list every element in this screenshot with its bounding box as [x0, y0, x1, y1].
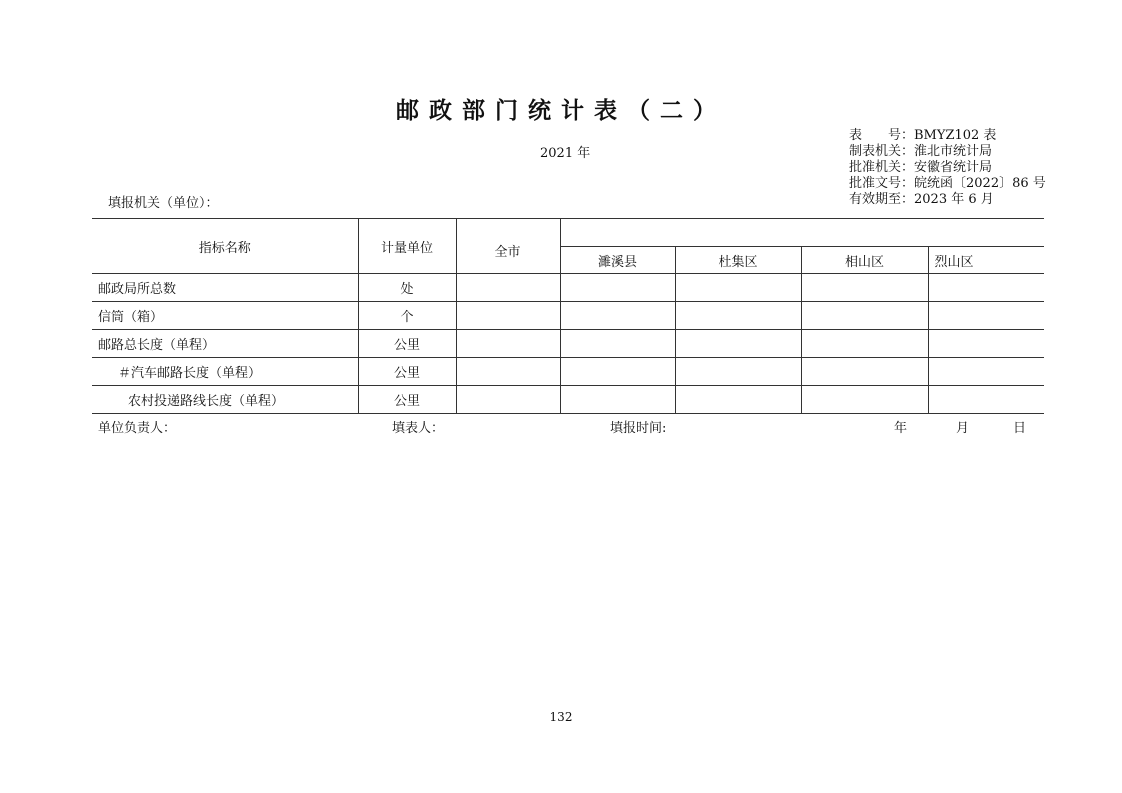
- input-cell[interactable]: [675, 302, 801, 330]
- month-label: 月: [956, 421, 970, 436]
- input-cell[interactable]: [560, 358, 675, 386]
- input-cell[interactable]: [675, 386, 801, 414]
- form-metadata: [849, 128, 1046, 208]
- input-cell[interactable]: [801, 330, 928, 358]
- input-cell[interactable]: [928, 386, 1044, 414]
- input-cell[interactable]: [456, 386, 560, 414]
- input-cell[interactable]: [560, 330, 675, 358]
- form-number: 表 号：BMYZ102 表: [849, 128, 997, 143]
- row-indicator-name: 邮政局所总数: [92, 274, 358, 302]
- input-cell[interactable]: [675, 274, 801, 302]
- issuing-authority: 制表机关：淮北市统计局: [849, 144, 993, 159]
- table-row: [92, 386, 1044, 414]
- input-cell[interactable]: [801, 358, 928, 386]
- fill-time-label: 填报时间:: [610, 421, 667, 436]
- input-cell[interactable]: [801, 386, 928, 414]
- table-row: [92, 302, 1044, 330]
- report-year: 2021 年: [540, 146, 591, 161]
- row-unit: 公里: [358, 330, 456, 358]
- header-all-city: 全市: [456, 219, 560, 274]
- input-cell[interactable]: [928, 302, 1044, 330]
- header-district: 濉溪县: [560, 247, 675, 274]
- input-cell[interactable]: [560, 274, 675, 302]
- table-header-row: [92, 219, 1044, 247]
- row-indicator-name: 信筒（箱）: [92, 302, 358, 330]
- input-cell[interactable]: [675, 330, 801, 358]
- reporting-unit-label: 填报机关（单位）：: [108, 196, 219, 211]
- input-cell[interactable]: [456, 330, 560, 358]
- row-unit: 个: [358, 302, 456, 330]
- input-cell[interactable]: [801, 302, 928, 330]
- input-cell[interactable]: [928, 330, 1044, 358]
- approving-authority: 批准机关：安徽省统计局: [849, 160, 993, 175]
- input-cell[interactable]: [456, 274, 560, 302]
- table-row: [92, 274, 1044, 302]
- valid-until: 有效期至：2023 年 6 月: [849, 192, 994, 207]
- row-indicator-name: 邮路总长度（单程）: [92, 330, 358, 358]
- input-cell[interactable]: [675, 358, 801, 386]
- input-cell[interactable]: [801, 274, 928, 302]
- page-title: 邮政部门统计表（二）: [396, 97, 726, 124]
- table-row: [92, 330, 1044, 358]
- header-unit: 计量单位: [358, 219, 456, 274]
- page-number: 132: [549, 710, 573, 724]
- table-row: [92, 358, 1044, 386]
- responsible-person-label: 单位负责人：: [98, 421, 177, 436]
- row-indicator-name: 农村投递路线长度（单程）: [92, 386, 358, 414]
- statistics-table: [92, 218, 1044, 414]
- input-cell[interactable]: [560, 302, 675, 330]
- filler-label: 填表人：: [392, 421, 445, 436]
- input-cell[interactable]: [456, 358, 560, 386]
- input-cell[interactable]: [560, 386, 675, 414]
- day-label: 日: [1013, 421, 1027, 436]
- row-unit: 公里: [358, 358, 456, 386]
- approval-document: 批准文号：皖统函〔2022〕86 号: [849, 176, 1046, 191]
- header-indicator: 指标名称: [92, 219, 358, 274]
- year-label: 年: [894, 421, 908, 436]
- row-unit: 公里: [358, 386, 456, 414]
- input-cell[interactable]: [928, 274, 1044, 302]
- row-indicator-name: ＃汽车邮路长度（单程）: [92, 358, 358, 386]
- header-spacer: [560, 219, 1044, 247]
- header-district: 相山区: [801, 247, 928, 274]
- row-unit: 处: [358, 274, 456, 302]
- input-cell[interactable]: [456, 302, 560, 330]
- header-district: 烈山区: [928, 247, 1044, 274]
- header-district: 杜集区: [675, 247, 801, 274]
- input-cell[interactable]: [928, 358, 1044, 386]
